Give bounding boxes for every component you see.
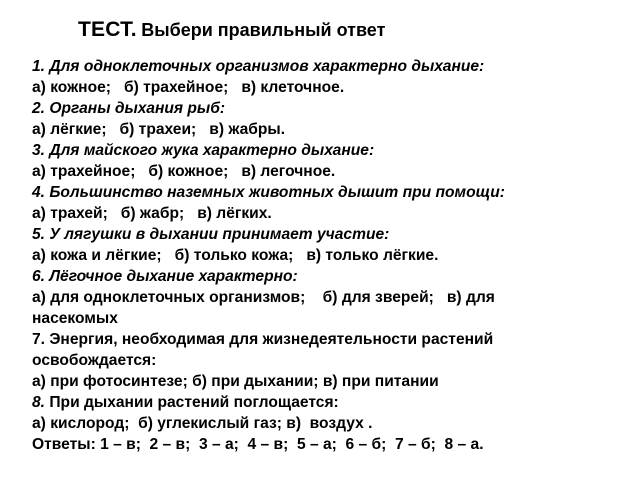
test-content (32, 56, 622, 455)
question-7-line-1: 7. Энергия, необходимая для жизнедеятельности растений (32, 331, 494, 348)
question-5: 5. У лягушки в дыхании принимает участие: (32, 226, 390, 243)
answers-5: а) кожа и лёгкие; б) только кожа; в) только лёгкие. (32, 247, 439, 264)
answers-6-line-1: а) для одноклеточных организмов; б) для зверей; в) для (32, 289, 495, 306)
page-title (78, 18, 385, 42)
title-prefix: ТЕСТ. (78, 18, 137, 41)
answers-7: а) при фотосинтезе; б) при дыхании; в) при питании (32, 373, 439, 390)
question-6: 6. Лёгочное дыхание характерно: (32, 268, 298, 285)
answers-8: а) кислород; б) углекислый газ; в) воздух . (32, 415, 373, 432)
question-8-text: При дыхании растений поглощается: (45, 394, 339, 411)
answers-3: а) трахейное; б) кожное; в) легочное. (32, 163, 336, 180)
question-8 (32, 392, 622, 413)
question-2: 2. Органы дыхания рыб: (32, 100, 226, 117)
question-1: 1. Для одноклеточных организмов характерно дыхание: (32, 58, 485, 75)
question-4: 4. Большинство наземных животных дышит при помощи: (32, 184, 505, 201)
answers-1: а) кожное; б) трахейное; в) клеточное. (32, 79, 345, 96)
question-8-number: 8. (32, 394, 46, 411)
answers-2: а) лёгкие; б) трахеи; в) жабры. (32, 121, 286, 138)
question-3: 3. Для майского жука характерно дыхание: (32, 142, 375, 159)
question-7-line-2: освобождается: (32, 352, 157, 369)
answers-4: а) трахей; б) жабр; в) лёгких. (32, 205, 272, 222)
answer-key: Ответы: 1 – в; 2 – в; 3 – а; 4 – в; 5 – а; 6 – б; 7 – б; 8 – а. (32, 436, 484, 453)
title-text: Выбери правильный ответ (141, 20, 386, 40)
answers-6-line-2: насекомых (32, 310, 118, 327)
